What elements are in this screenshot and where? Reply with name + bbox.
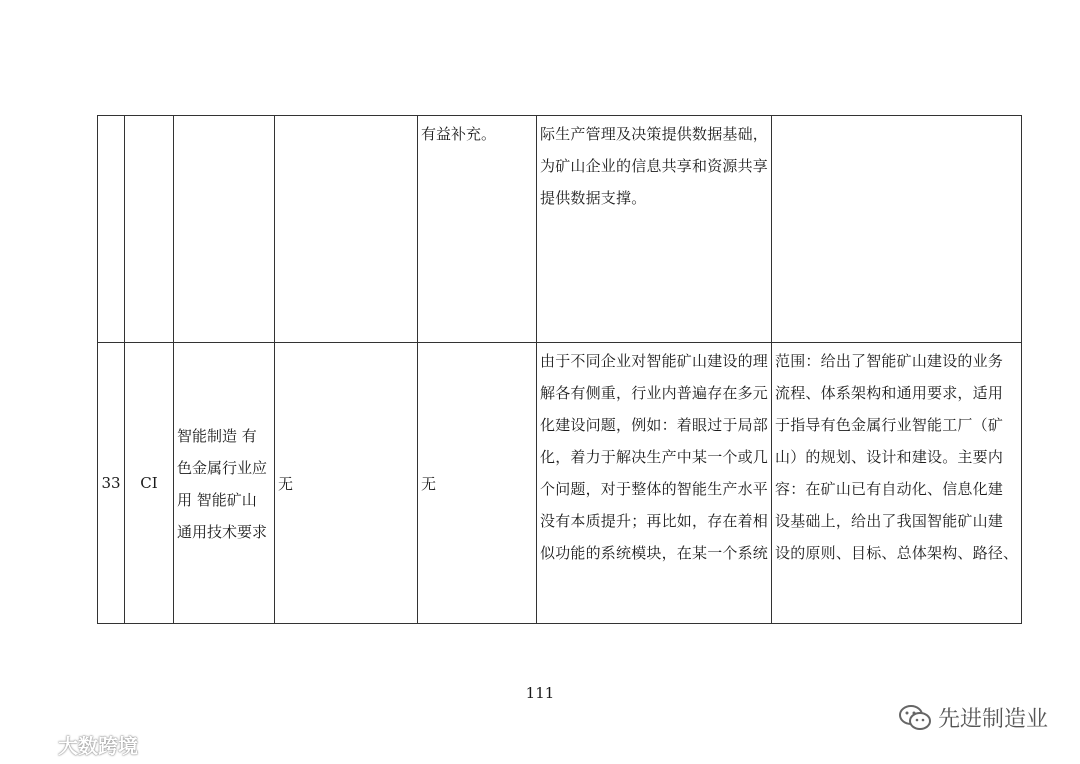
- cell-col7: [772, 343, 1022, 624]
- weibo-icon: [12, 733, 52, 757]
- cell-code: CI: [125, 343, 174, 624]
- cell-col5: [418, 116, 537, 343]
- text-line: 山）的规划、设计和建设。主要内: [775, 448, 1004, 466]
- text-line: 设基础上，给出了我国智能矿山建: [775, 512, 1004, 530]
- cell-col6: [537, 116, 772, 343]
- cell-col4: [275, 116, 418, 343]
- text-line: 提供数据支撑。: [540, 189, 647, 207]
- cell-number: [98, 116, 125, 343]
- table-row: [98, 116, 1022, 343]
- page-number: 111: [525, 684, 555, 702]
- watermark-text: 大数跨境: [58, 734, 138, 758]
- wechat-icon: [898, 704, 932, 732]
- text-line: 流程、体系架构和通用要求，适用: [775, 384, 1004, 402]
- cell-text: 无: [278, 475, 294, 493]
- text-line: 色金属行业应: [177, 459, 268, 477]
- text-line: 于指导有色金属行业智能工厂（矿: [775, 416, 1004, 434]
- text-line: 个问题，对于整体的智能生产水平: [540, 480, 769, 498]
- watermark-text: 先进制造业: [937, 707, 1048, 732]
- cell-number: 33: [98, 343, 125, 624]
- cell-code: [125, 116, 174, 343]
- text-line: 容：在矿山已有自动化、信息化建: [775, 480, 1004, 498]
- watermark-left: [12, 730, 138, 759]
- text-line: 化建设问题，例如：着眼过于局部: [540, 416, 769, 434]
- text-line: 由于不同企业对智能矿山建设的理: [540, 352, 769, 370]
- cell-col5: [418, 343, 537, 624]
- standards-table: [97, 115, 1022, 624]
- cell-col7: [772, 116, 1022, 343]
- table-row: [98, 343, 1022, 624]
- text-line: 没有本质提升；再比如，存在着相: [540, 512, 769, 530]
- cell-col6: [537, 343, 772, 624]
- text-line: 似功能的系统模块，在某一个系统: [540, 544, 769, 562]
- text-line: 用 智能矿山: [177, 491, 257, 509]
- text-line: 通用技术要求: [177, 523, 268, 541]
- cell-text: 无: [421, 475, 437, 493]
- text-line: 解各有侧重，行业内普遍存在多元: [540, 384, 769, 402]
- text-line: 为矿山企业的信息共享和资源共享: [540, 157, 769, 175]
- cell-title: [174, 116, 275, 343]
- text-line: 设的原则、目标、总体架构、路径、: [775, 544, 1019, 562]
- text-line: 智能制造 有: [177, 427, 257, 445]
- cell-text: 有益补充。: [421, 125, 497, 143]
- text-line: 范围：给出了智能矿山建设的业务: [775, 352, 1004, 370]
- cell-col4: [275, 343, 418, 624]
- watermark-right: [898, 702, 1048, 733]
- text-line: 际生产管理及决策提供数据基础，: [540, 125, 769, 143]
- text-line: 化，着力于解决生产中某一个或几: [540, 448, 769, 466]
- cell-title: [174, 343, 275, 624]
